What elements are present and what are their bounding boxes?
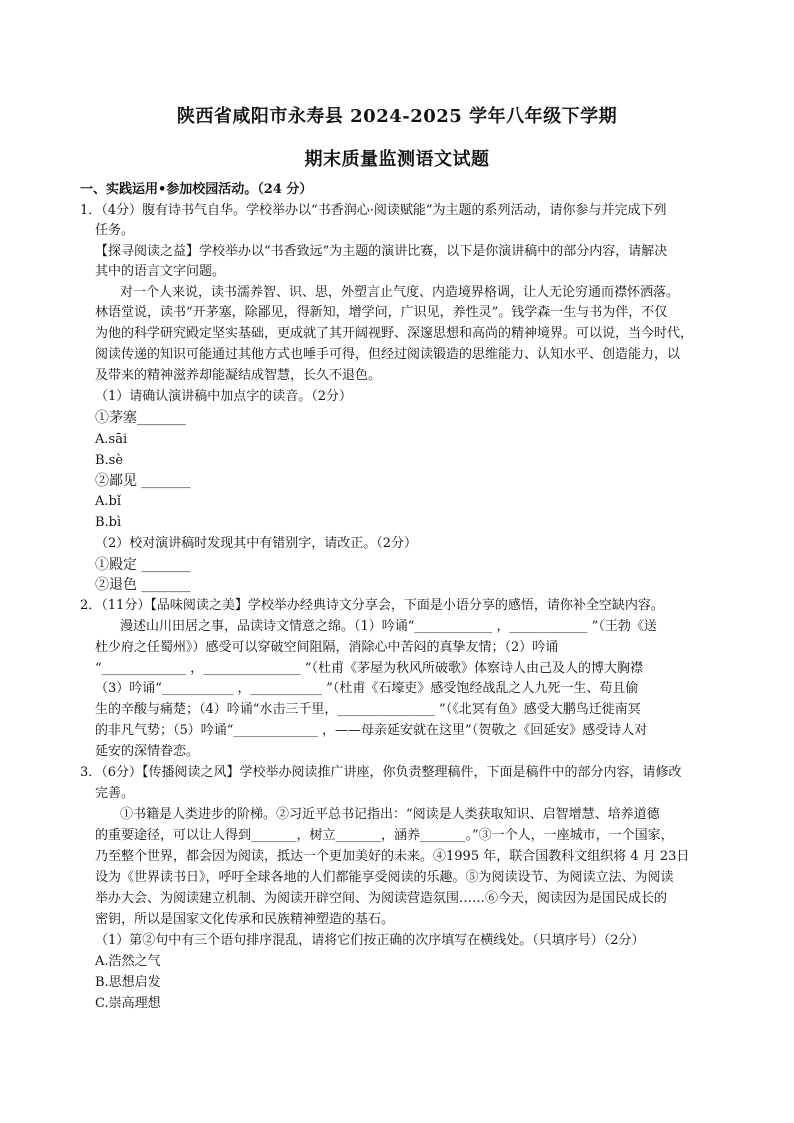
q2-line3: 杜少府之任蜀州》）感受可以穿破空间阻隔，消除心中苦闷的真挚友情；（2）吟诵: [95, 640, 559, 655]
q1-option-b2: B.bì: [95, 515, 122, 530]
q1-item3: ①殿定 _______: [95, 557, 191, 573]
q3-sub1: （1）第②句中有三个语句排序混乱，请将它们按正确的次序填写在横线处。（只填序号）（2分）: [95, 933, 645, 948]
q3-para6: 密钥，所以是国家文化传承和民族精神塑造的基石。: [95, 912, 395, 927]
section1-heading: 一、实践运用•参加校园活动。（24 分）: [80, 182, 313, 197]
q3-para5: 举办大会、为阅读建立机制、为阅读开辟空间、为阅读营造氛围……⑥今天，阅读因为是国民成长的: [95, 891, 668, 906]
q1-item2: ②鄙见 _______: [95, 473, 191, 489]
q1-para3: 为他的科学研究殿定坚实基础，更成就了其开阔视野、深邃思想和高尚的精神境界。可以说，当今时代，: [95, 326, 694, 341]
q1-para4: 阅读传递的知识可能通过其他方式也唾手可得，但经过阅读锻造的思维能力、认知水平、创造能力，以: [95, 347, 681, 362]
q2-line8: 延安的深情眷恋。: [95, 744, 200, 759]
q3-option-b: B.思想启发: [95, 975, 161, 990]
exam-title-line1: 陕西省咸阳市永寿县 2024-2025 学年八年级下学期: [176, 106, 618, 127]
q1-item1: ①茅塞_______: [95, 410, 186, 426]
q2-line6: 生的辛酸与痛楚；（4）吟诵“水击三千里，_______________ ”（《北冥有鱼》感受大鹏鸟迁徙南冥: [95, 702, 641, 717]
q2-line7: 的非凡气势；（5）吟诵“_____________ ，——母亲延安就在这里”（贺敬之《回延安》感受诗人对: [95, 723, 648, 738]
q1-option-b1: B.sè: [95, 453, 124, 468]
q1-sub2: （2）校对演讲稿时发现其中有错别字，请改正。（2分）: [95, 536, 418, 551]
q1-para2: 林语堂说，读书“开茅塞，除鄙见，得新知，增学问，广识见，养性灵”。钱学森一生与书为伴，不仅: [95, 305, 668, 320]
q2-line4: “_____________ ，_______________ ”（杜甫《茅屋为秋风所破歌》体察诗人由己及人的博大胸襟: [95, 661, 644, 676]
q3-para2: 的重要途径，可以让人得到_______，树立_______，涵养_______。”③一个人，一座城市，一个国家，: [95, 828, 674, 843]
q1-option-a1: A.sāi: [95, 432, 128, 447]
q1-tag-line2: 其中的语言文字问题。: [95, 264, 226, 279]
q2-line5: （3）吟诵“___________ ，___________ ”（杜甫《石壕吏》感受饱经战乱之人九死一生、苟且偷: [95, 681, 639, 696]
exam-title-line2: 期末质量监测语文试题: [304, 149, 490, 170]
q1-para5: 及带来的精神滋养却能凝结成智慧，长久不退色。: [95, 368, 382, 383]
q2-line1: 2．（11分）【品味阅读之美】学校举办经典诗文分享会，下面是小语分享的感悟，请你补全空缺内容。: [80, 598, 664, 613]
q3-option-c: C.崇高理想: [95, 996, 161, 1011]
q1-option-a2: A.bǐ: [95, 494, 121, 509]
q3-line2: 完善。: [95, 786, 135, 801]
q3-option-a: A.浩然之气: [95, 954, 161, 969]
q1-para1: 对一个人来说，读书濡养智、识、思，外塑言止气度、内造境界格调，让人无论穷通而襟怀洒落。: [120, 285, 680, 300]
q3-para1: ①书籍是人类进步的阶梯。②习近平总书记指出：“阅读是人类获取知识、启智增慧、培养道德: [120, 807, 660, 822]
q3-line1: 3．（6分）【传播阅读之风】学校举办阅读推广讲座，你负责整理稿件，下面是稿件中的部分内容，请修改: [80, 765, 682, 780]
q1-item4: ②退色 _______: [95, 577, 191, 593]
q1-line2: 任务。: [95, 223, 135, 238]
q3-para4: 设为《世界读书日》，呼吁全球各地的人们都能享受阅读的乐趣。⑤为阅读设节、为阅读立法、为阅读: [95, 870, 674, 885]
q1-line1: 1．（4分）腹有诗书气自华。学校举办以“书香润心·阅读赋能”为主题的系列活动，请你参与并完成下列: [80, 203, 667, 218]
q1-sub1: （1）请确认演讲稿中加点字的读音。（2分）: [95, 389, 353, 404]
q1-tag-line1: 【探寻阅读之益】学校举办以“书香致远”为主题的演讲比赛，以下是你演讲稿中的部分内容，请解决: [95, 244, 668, 259]
q2-line2: 漫述山川田居之事，品读诗文情意之绵。（1）吟诵“____________ ，____________ ”（王勃《送: [120, 619, 657, 634]
q3-para3: 乃至整个世界，都会因为阅读，抵达一个更加美好的未来。④1995 年，联合国教科文组织将 4 月 23日: [95, 849, 690, 864]
